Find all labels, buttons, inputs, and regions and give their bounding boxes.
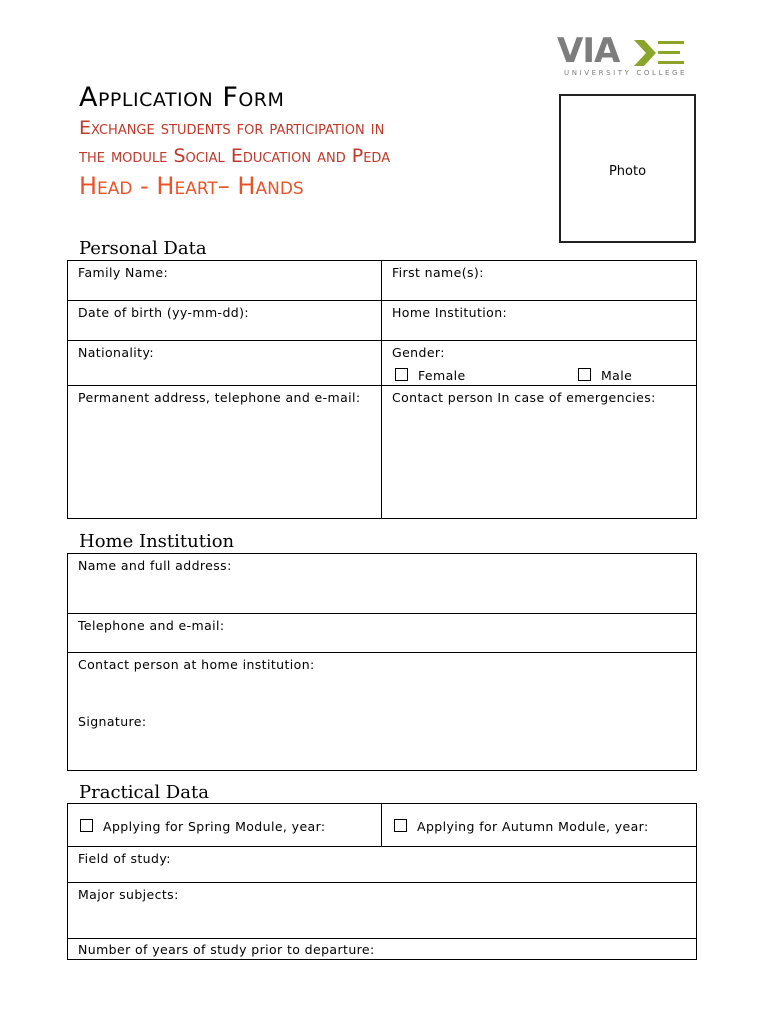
spring-checkbox[interactable] — [80, 819, 93, 832]
section-heading-personal: Personal Data — [79, 238, 207, 259]
autumn-checkbox[interactable] — [394, 819, 407, 832]
female-label: Female — [418, 368, 466, 383]
practical-data-table — [67, 803, 697, 960]
subtitle-line-2: the module Social Education and Peda — [79, 145, 391, 167]
home-institution-table — [67, 553, 697, 771]
field-of-study-field[interactable]: Field of study: — [78, 851, 171, 866]
logo-subtitle: UNIVERSITY COLLEGE — [564, 69, 688, 77]
logo-wordmark: VIA — [557, 31, 620, 71]
institution-address-field[interactable]: Name and full address: — [78, 558, 232, 573]
gender-male-option[interactable] — [578, 368, 632, 383]
page-title: Application Form — [79, 82, 285, 113]
photo-label: Photo — [608, 164, 647, 179]
nationality-field[interactable]: Nationality: — [78, 345, 154, 360]
spring-module-option[interactable] — [80, 819, 326, 834]
female-checkbox[interactable] — [395, 368, 408, 381]
section-heading-practical: Practical Data — [79, 782, 209, 803]
subtitle-line-3: Head - Heart– Hands — [79, 172, 304, 200]
signature-field[interactable]: Signature: — [78, 714, 147, 729]
spring-label: Applying for Spring Module, year: — [103, 819, 326, 834]
subtitle-line-1: Exchange students for participation in — [79, 117, 385, 139]
institution-contact-field[interactable]: Contact person at home institution: — [78, 657, 315, 672]
gender-female-option[interactable] — [395, 368, 466, 383]
first-name-field[interactable]: First name(s): — [392, 265, 484, 280]
gender-label: Gender: — [392, 345, 445, 360]
institution-telephone-field[interactable]: Telephone and e-mail: — [78, 618, 225, 633]
male-label: Male — [601, 368, 633, 383]
personal-data-table — [67, 260, 697, 519]
date-of-birth-field[interactable]: Date of birth (yy-mm-dd): — [78, 305, 249, 320]
family-name-field[interactable]: Family Name: — [78, 265, 169, 280]
male-checkbox[interactable] — [578, 368, 591, 381]
major-subjects-field[interactable]: Major subjects: — [78, 887, 179, 902]
home-institution-field[interactable]: Home Institution: — [392, 305, 508, 320]
address-field[interactable]: Permanent address, telephone and e-mail: — [78, 390, 361, 405]
logo-chevron-icon — [634, 38, 686, 68]
section-heading-home: Home Institution — [79, 531, 235, 552]
emergency-contact-field[interactable]: Contact person In case of emergencies: — [392, 390, 656, 405]
photo-box — [559, 94, 696, 243]
autumn-label: Applying for Autumn Module, year: — [417, 819, 649, 834]
years-of-study-field[interactable]: Number of years of study prior to departure: — [78, 942, 375, 957]
autumn-module-option[interactable] — [394, 819, 649, 834]
